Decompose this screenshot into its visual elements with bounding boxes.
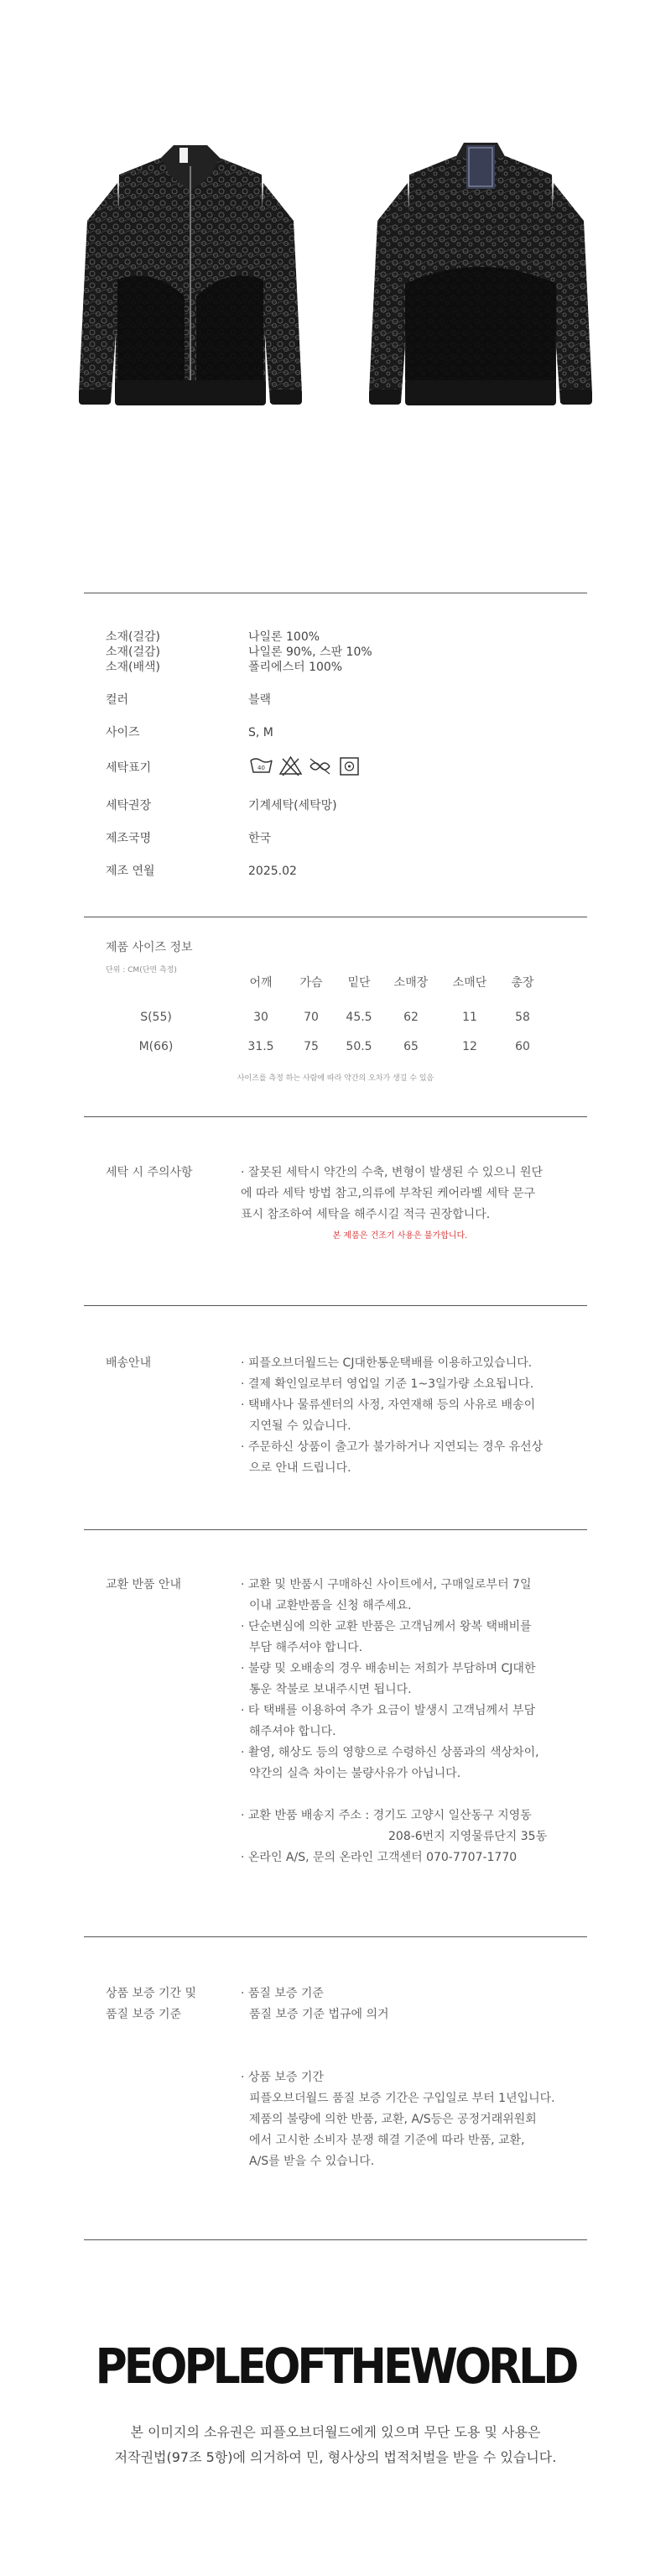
- size-cell: 75: [304, 1040, 319, 1053]
- washing-label: 세탁 시 주의사항: [106, 1166, 193, 1179]
- divider: [84, 2239, 587, 2240]
- divider: [84, 1936, 587, 1937]
- size-cell: 12: [462, 1040, 477, 1053]
- divider: [84, 1116, 587, 1117]
- spec-value: 나일론 100%: [248, 630, 320, 644]
- size-cell: 70: [304, 1011, 319, 1024]
- warranty-line: 피플오브더월드 품질 보증 기간은 구입일로 부터 1년입니다.: [249, 2092, 555, 2105]
- exchange-line: · 타 택배를 이용하여 추가 요금이 발생시 고객님께서 부담: [241, 1704, 536, 1717]
- jacket-front-image: [77, 141, 304, 422]
- exchange-line: 이내 교환반품을 신청 해주세요.: [249, 1599, 412, 1612]
- no-bleach-icon: [278, 754, 304, 779]
- size-header: 소매장: [393, 976, 429, 990]
- shipping-body: [241, 1353, 593, 1479]
- size-header: 밑단: [347, 976, 371, 990]
- warranty-line: 에서 고시한 소비자 분쟁 해결 기준에 따라 반품, 교환,: [249, 2134, 525, 2147]
- washing-line: 표시 참조하여 세탁을 해주시길 적극 권장합니다.: [241, 1208, 491, 1221]
- copyright-notice: [0, 2420, 671, 2470]
- copyright-line: 저작권법(97조 5항)에 의거하여 민, 형사상의 법적처벌을 받을 수 있습니다.: [114, 2449, 557, 2465]
- exchange-line: 해주셔야 합니다.: [249, 1725, 336, 1738]
- spec-label: 세탁권장: [106, 799, 152, 813]
- warranty-line: · 품질 보증 기준: [241, 1987, 324, 2000]
- exchange-body: [241, 1575, 593, 1868]
- size-cell: 31.5: [247, 1040, 274, 1053]
- size-header: 어깨: [249, 976, 273, 990]
- size-info-unit: 단위 : CM(단면 측정): [106, 966, 177, 974]
- spec-label: 제조 연월: [106, 865, 155, 878]
- exchange-line: [241, 1784, 593, 1805]
- shipping-line: 으로 안내 드립니다.: [249, 1461, 351, 1475]
- warranty-body: [241, 1983, 593, 2172]
- size-cell: 11: [462, 1011, 477, 1024]
- size-header: 소매단: [452, 976, 487, 990]
- warranty-line: 제품의 불량에 의한 반품, 교환, A/S등은 공정거래위원회: [249, 2113, 537, 2126]
- size-cell: 50.5: [346, 1040, 372, 1053]
- washing-body: [241, 1163, 593, 1246]
- no-tumble-dry-icon: [307, 754, 333, 779]
- exchange-line: 통운 착불로 보내주시면 됩니다.: [249, 1683, 412, 1696]
- size-cell: 58: [515, 1011, 530, 1024]
- spec-value: 기계세탁(세탁망): [248, 799, 337, 813]
- spec-value: 폴리에스터 100%: [248, 661, 343, 674]
- warranty-label: [106, 1983, 196, 2025]
- wash-40-icon: [248, 754, 274, 779]
- shipping-line: · 주문하신 상품이 출고가 불가하거나 지연되는 경우 유선상: [241, 1440, 544, 1454]
- spec-value: 2025.02: [248, 865, 297, 878]
- warranty-label-line: 품질 보증 기준: [106, 2008, 182, 2021]
- size-cell: 30: [253, 1011, 268, 1024]
- size-row-label: S(55): [140, 1011, 172, 1024]
- product-photos: [0, 126, 671, 462]
- spec-label: 세탁표기: [106, 761, 152, 775]
- exchange-label: 교환 반품 안내: [106, 1578, 182, 1591]
- spec-label: 사이즈: [106, 726, 140, 739]
- warranty-line: A/S를 받을 수 있습니다.: [249, 2155, 375, 2168]
- exchange-line: · 교환 및 반품시 구매하신 사이트에서, 구매일로부터 7일: [241, 1578, 532, 1591]
- size-row-label: M(66): [138, 1040, 174, 1053]
- spec-label: 소재(걸감): [106, 630, 161, 644]
- size-cell: 62: [403, 1011, 419, 1024]
- shipping-line: · 택배사나 물류센터의 사정, 자연재해 등의 사유로 배송이: [241, 1398, 536, 1412]
- exchange-line: · 온라인 A/S, 문의 온라인 고객센터 070-7707-1770: [241, 1851, 518, 1864]
- spec-label: 제조국명: [106, 832, 152, 845]
- exchange-line: · 불량 및 오배송의 경우 배송비는 저희가 부담하며 CJ대한: [241, 1662, 536, 1675]
- shipping-label: 배송안내: [106, 1356, 152, 1370]
- exchange-line: 약간의 실측 차이는 불량사유가 아닙니다.: [249, 1767, 461, 1780]
- size-header: 총장: [511, 976, 534, 990]
- spec-label: 컬러: [106, 693, 129, 707]
- dryer-warning: 본 제품은 건조기 사용은 불가합니다.: [332, 1231, 468, 1241]
- size-header: 가슴: [299, 976, 323, 990]
- spec-label: 소재(배색): [106, 661, 161, 674]
- spec-value: 블랙: [248, 693, 272, 707]
- shipping-line: 지연될 수 있습니다.: [249, 1419, 351, 1433]
- copyright-line: 본 이미지의 소유권은 피플오브더월드에게 있으며 무단 도용 및 사용은: [130, 2424, 541, 2440]
- shipping-line: · 피플오브더월드는 CJ대한통운택배를 이용하고있습니다.: [241, 1356, 533, 1370]
- warranty-label-line: 상품 보증 기간 및: [106, 1987, 197, 2000]
- spec-value: 나일론 90%, 스판 10%: [248, 645, 372, 659]
- washing-line: · 잘못된 세탁시 약간의 수축, 변형이 발생된 수 있으니 원단: [241, 1166, 544, 1179]
- spec-label: 소재(걸감): [106, 645, 161, 659]
- care-icons: [248, 754, 525, 779]
- washing-line: 에 따라 세탁 방법 참고,의류에 부착된 케어라벨 세탁 문구: [241, 1187, 536, 1200]
- warranty-line: 품질 보증 기준 법규에 의거: [249, 2008, 389, 2021]
- size-cell: 45.5: [346, 1011, 372, 1024]
- divider: [84, 1529, 587, 1530]
- warranty-line: · 상품 보증 기간: [241, 2071, 324, 2084]
- size-cell: 65: [403, 1040, 419, 1053]
- exchange-line: 부담 해주셔야 합니다.: [249, 1641, 363, 1654]
- size-info-title: 제품 사이즈 정보: [106, 941, 193, 954]
- spec-value: 한국: [248, 832, 272, 845]
- exchange-line: · 촬영, 해상도 등의 영향으로 수령하신 상품과의 색상차이,: [241, 1746, 539, 1759]
- exchange-line: · 단순변심에 의한 교환 반품은 고객님께서 왕복 택배비를: [241, 1620, 532, 1633]
- exchange-line: · 교환 반품 배송지 주소 : 경기도 고양시 일산동구 지영동: [241, 1809, 532, 1822]
- svg-text:40: 40: [257, 765, 265, 771]
- spec-value: S, M: [248, 726, 273, 739]
- size-note: 사이즈를 측정 하는 사람에 따라 약간의 오차가 생길 수 있음: [237, 1074, 434, 1083]
- divider: [84, 1305, 587, 1306]
- brand-logo: PEOPLEOFTHEWORLD: [95, 2338, 576, 2396]
- size-cell: 60: [515, 1040, 530, 1053]
- shipping-line: · 결제 확인일로부터 영업일 기준 1~3일가량 소요됩니다.: [241, 1377, 534, 1391]
- jacket-back-image: [367, 141, 594, 422]
- exchange-line: 208-6번지 지영물류단지 35동: [388, 1830, 548, 1843]
- iron-icon: [336, 754, 362, 779]
